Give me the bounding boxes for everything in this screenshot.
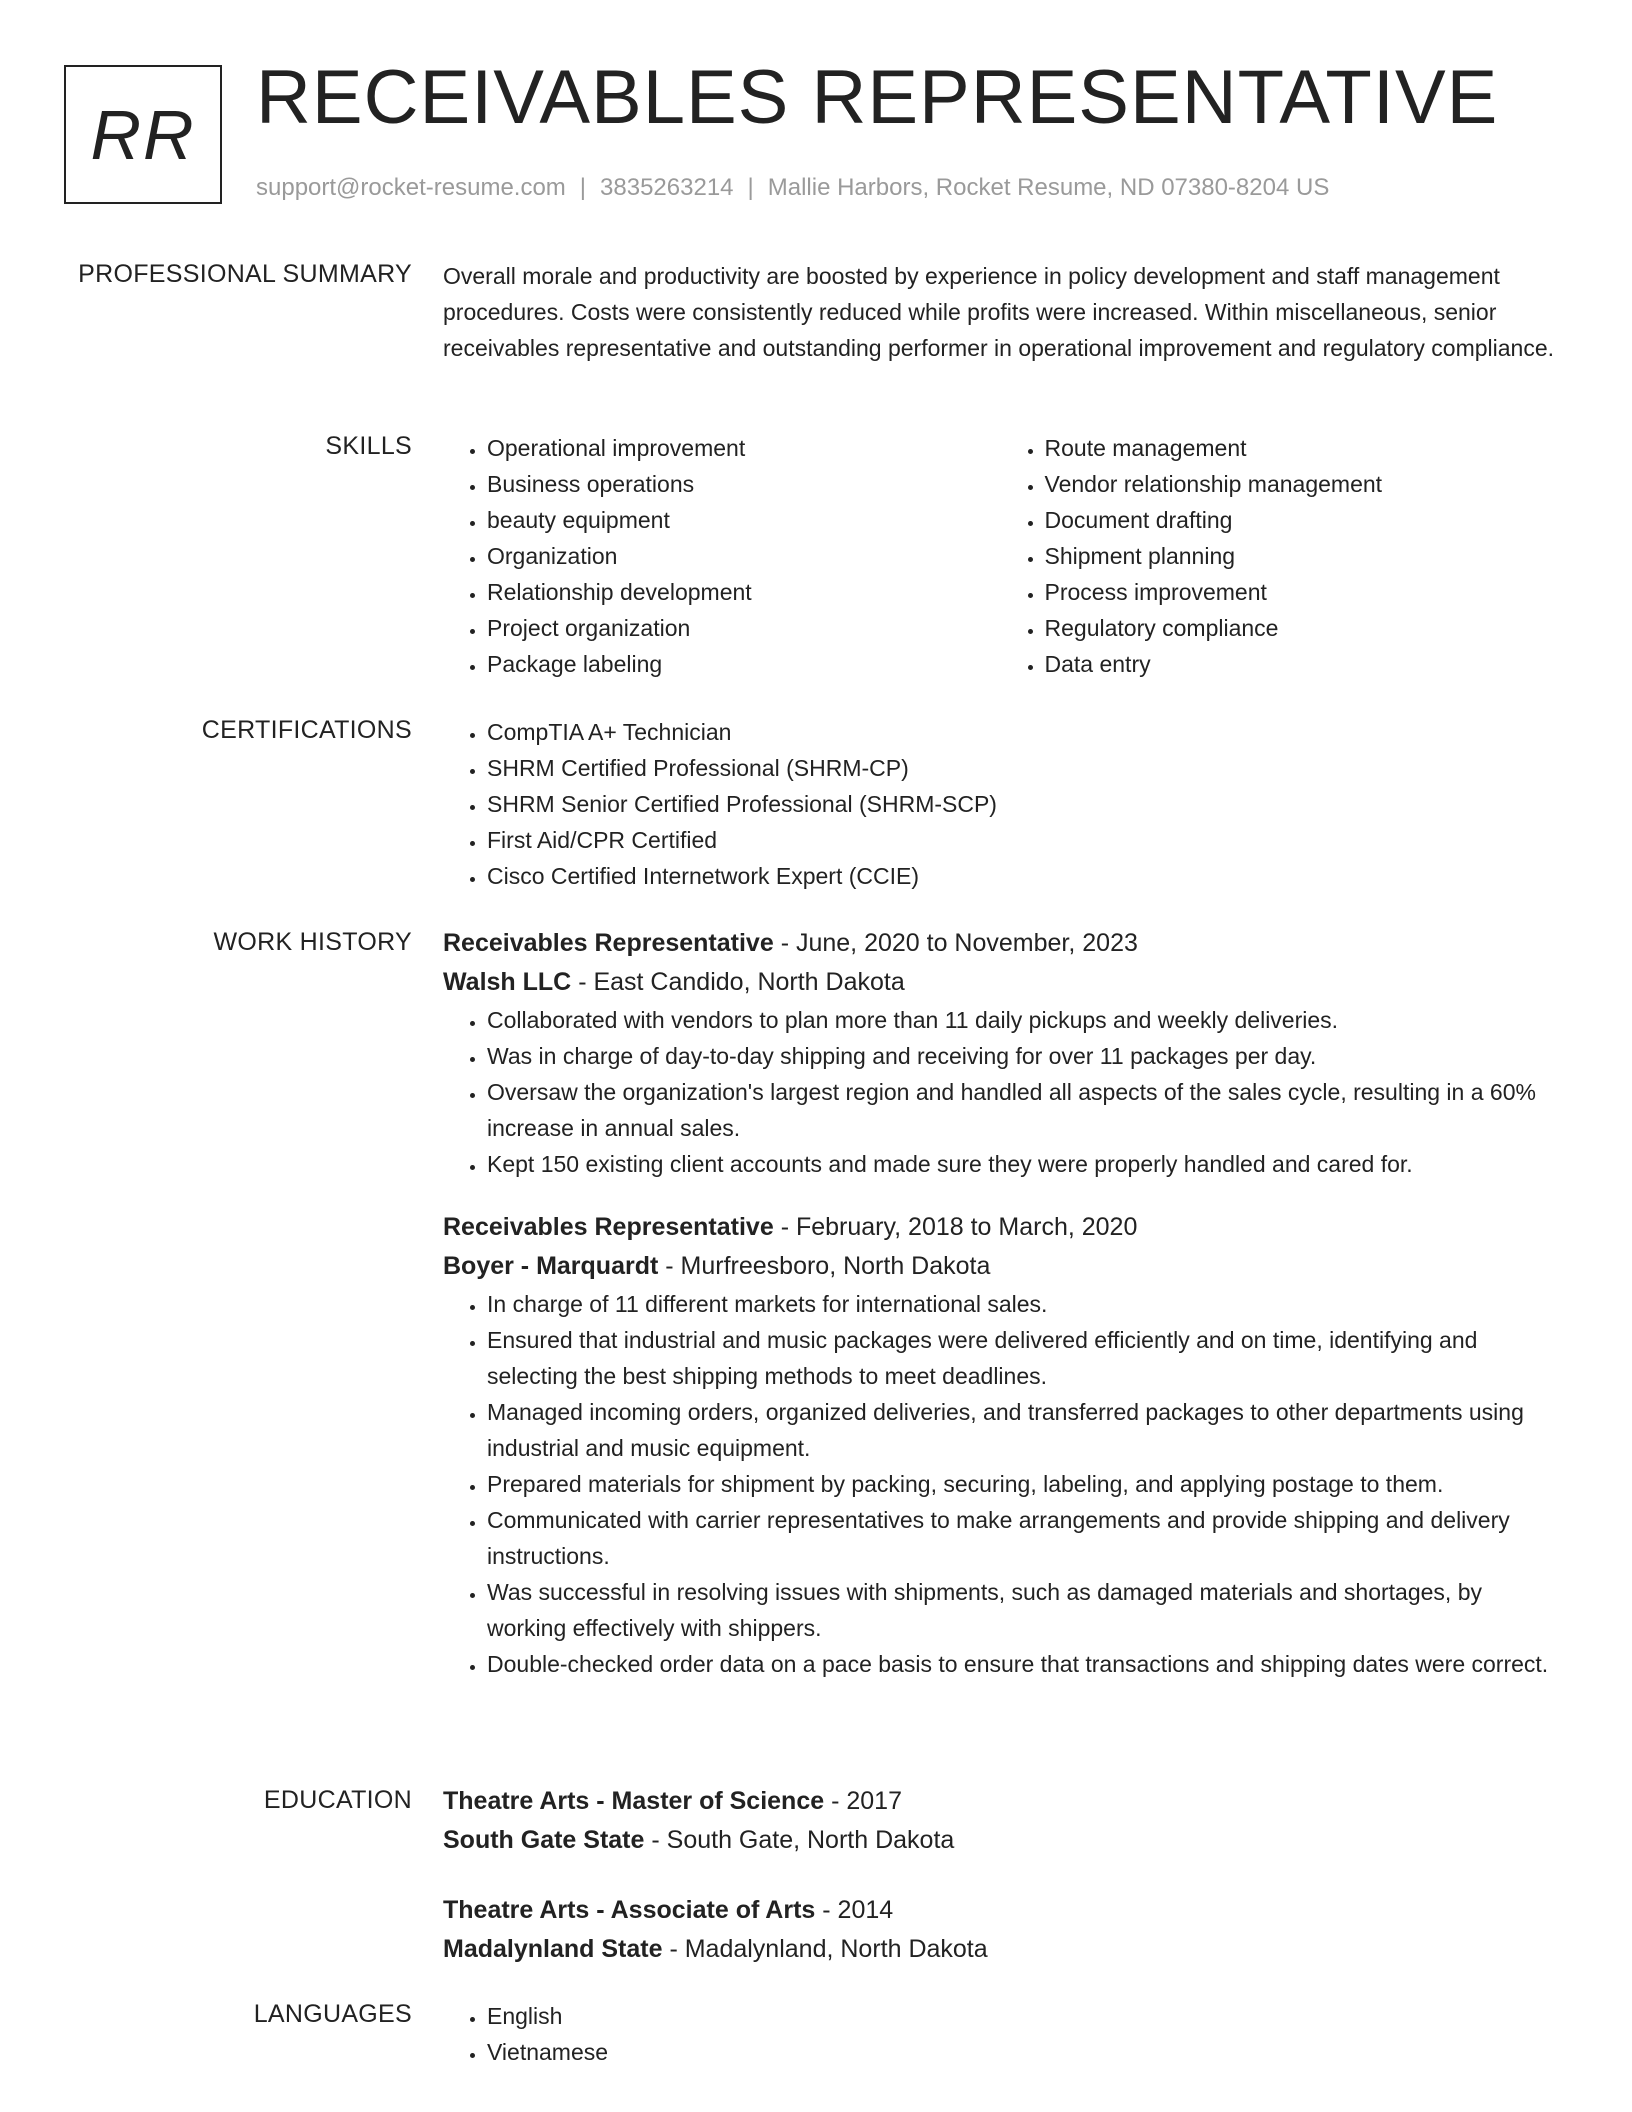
- work-history-content: [443, 924, 1558, 1682]
- summary-text: Overall morale and productivity are boosted by experience in policy development and staff management procedures. Costs were consistently reduced while profits were increased. Within miscellaneous, senior receivables representative and outstanding performer in operational improvement and regulatory compliance.: [443, 263, 1555, 361]
- job-entry: [443, 1208, 1558, 1682]
- job-bullet: • Was in charge of day-to-day shipping and receiving for over 11 packages per day.: [487, 1038, 1558, 1074]
- job-location: - East Candido, North Dakota: [571, 968, 905, 996]
- section-label: PROFESSIONAL SUMMARY: [78, 260, 412, 288]
- contact-line: [256, 174, 1329, 202]
- education-degree: Theatre Arts - Master of Science: [443, 1787, 825, 1815]
- job-title: Receivables Representative: [443, 929, 774, 957]
- section-label: CERTIFICATIONS: [201, 716, 412, 744]
- job-bullet: • Kept 150 existing client accounts and made sure they were properly handled and cared for.: [487, 1146, 1558, 1182]
- job-location: - Murfreesboro, North Dakota: [658, 1252, 991, 1280]
- job-title-line: [443, 924, 1558, 963]
- skill-item: • Business operations: [487, 466, 1001, 502]
- skill-item: • beauty equipment: [487, 502, 1001, 538]
- job-bullet: • Oversaw the organization's largest region and handled all aspects of the sales cycle, resulting in a 60% increase in annual sales.: [487, 1074, 1558, 1146]
- contact-separator: |: [579, 174, 587, 201]
- skill-item: • Route management: [1045, 430, 1559, 466]
- monogram-logo: [64, 65, 222, 204]
- contact-phone[interactable]: 3835263214: [600, 174, 734, 201]
- education-year: - 2017: [824, 1787, 902, 1815]
- education-location: - South Gate, North Dakota: [644, 1826, 955, 1854]
- section-label: SKILLS: [325, 432, 412, 460]
- skill-item: • Shipment planning: [1045, 538, 1559, 574]
- job-title-line: [443, 1208, 1558, 1247]
- skill-item: • Document drafting: [1045, 502, 1559, 538]
- skill-item: • Vendor relationship management: [1045, 466, 1559, 502]
- contact-address: Mallie Harbors, Rocket Resume, ND 07380-8204 US: [767, 174, 1330, 201]
- section-label: LANGUAGES: [253, 2000, 412, 2028]
- skill-item: • Regulatory compliance: [1045, 610, 1559, 646]
- section-label: WORK HISTORY: [213, 928, 412, 956]
- skills-content: [443, 430, 1558, 682]
- language-item: • English: [487, 1998, 1558, 2034]
- job-bullet: • Ensured that industrial and music packages were delivered efficiently and on time, identifying and selecting the best shipping methods to meet deadlines.: [487, 1322, 1558, 1394]
- skill-item: • Package labeling: [487, 646, 1001, 682]
- job-dates: - June, 2020 to November, 2023: [773, 929, 1138, 957]
- skill-item: • Process improvement: [1045, 574, 1559, 610]
- education-year: - 2014: [815, 1896, 894, 1924]
- job-bullet: • Double-checked order data on a pace basis to ensure that transactions and shipping dates were correct.: [487, 1646, 1558, 1682]
- language-item: • Vietnamese: [487, 2034, 1558, 2070]
- contact-email[interactable]: support@rocket-resume.com: [256, 174, 566, 201]
- summary-content: [443, 258, 1558, 366]
- education-school-line: [443, 1930, 1558, 1969]
- skill-item: • Organization: [487, 538, 1001, 574]
- job-entry: [443, 924, 1558, 1182]
- certification-item: • CompTIA A+ Technician: [487, 714, 1558, 750]
- certification-item: • Cisco Certified Internetwork Expert (CCIE): [487, 858, 1558, 894]
- certifications-list: [443, 714, 1558, 894]
- certification-item: • SHRM Senior Certified Professional (SHRM-SCP): [487, 786, 1558, 822]
- job-bullets: [443, 1286, 1558, 1682]
- skill-item: • Operational improvement: [487, 430, 1001, 466]
- education-content: [443, 1782, 1558, 1969]
- job-bullets: [443, 1002, 1558, 1182]
- languages-list: [443, 1998, 1558, 2070]
- education-degree-line: [443, 1891, 1558, 1930]
- job-bullet: • Prepared materials for shipment by packing, securing, labeling, and applying postage to them.: [487, 1466, 1558, 1502]
- job-bullet: • Was successful in resolving issues with shipments, such as damaged materials and shortages, by working effectively with shippers.: [487, 1574, 1558, 1646]
- education-school-line: [443, 1821, 1558, 1860]
- job-bullet: • Managed incoming orders, organized deliveries, and transferred packages to other departments using industrial and music equipment.: [487, 1394, 1558, 1466]
- job-company: Walsh LLC: [443, 968, 572, 996]
- section-label: EDUCATION: [263, 1786, 412, 1814]
- monogram-initials: RR: [90, 95, 196, 174]
- skill-item: • Relationship development: [487, 574, 1001, 610]
- education-entry: [443, 1891, 1558, 1969]
- certification-item: • SHRM Certified Professional (SHRM-CP): [487, 750, 1558, 786]
- job-company: Boyer - Marquardt: [443, 1252, 659, 1280]
- education-degree-line: [443, 1782, 1558, 1821]
- languages-content: [443, 1998, 1558, 2070]
- education-school: South Gate State: [443, 1826, 645, 1854]
- job-bullet: • In charge of 11 different markets for international sales.: [487, 1286, 1558, 1322]
- certification-item: • First Aid/CPR Certified: [487, 822, 1558, 858]
- skills-list-right: [1001, 430, 1559, 682]
- skill-item: • Data entry: [1045, 646, 1559, 682]
- education-entry: [443, 1782, 1558, 1860]
- certifications-content: [443, 714, 1558, 894]
- job-bullet: • Collaborated with vendors to plan more than 11 daily pickups and weekly deliveries.: [487, 1002, 1558, 1038]
- job-dates: - February, 2018 to March, 2020: [773, 1213, 1138, 1241]
- job-company-line: [443, 963, 1558, 1002]
- job-company-line: [443, 1247, 1558, 1286]
- job-bullet: • Communicated with carrier representatives to make arrangements and provide shipping and delivery instructions.: [487, 1502, 1558, 1574]
- education-location: - Madalynland, North Dakota: [662, 1935, 988, 1963]
- education-degree: Theatre Arts - Associate of Arts: [443, 1896, 816, 1924]
- education-school: Madalynland State: [443, 1935, 663, 1963]
- job-title: Receivables Representative: [443, 1213, 774, 1241]
- skills-list-left: [443, 430, 1001, 682]
- skill-item: • Project organization: [487, 610, 1001, 646]
- contact-separator: |: [747, 174, 754, 201]
- candidate-name: RECEIVABLES REPRESENTATIVE: [256, 55, 1499, 140]
